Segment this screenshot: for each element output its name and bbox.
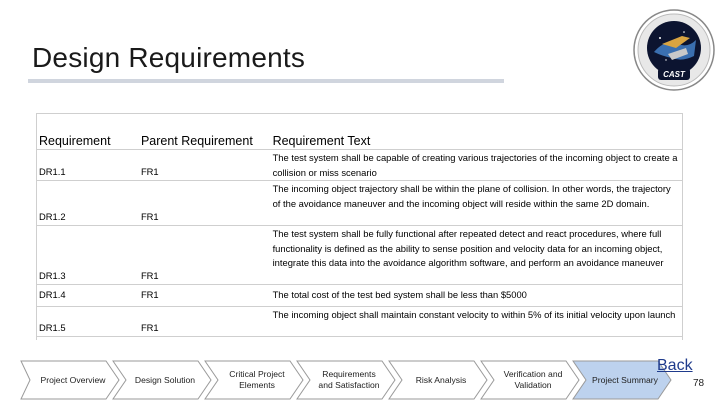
table-row — [36, 150, 682, 181]
nav-step-label: Requirements and Satisfaction — [318, 369, 380, 390]
row-text: The total cost of the test bed system shall be less than $5000 — [270, 285, 682, 307]
nav-step-label: Project Summary — [592, 374, 658, 385]
table-header-row — [36, 113, 682, 150]
nav-step-label: Critical Project Elements — [229, 369, 285, 390]
nav-step-label: Verification and Validation — [503, 369, 563, 390]
header-parent-requirement: Parent Requirement — [138, 113, 270, 150]
row-parent: FR1 — [138, 181, 270, 226]
table-frame-right — [682, 113, 683, 340]
requirements-table — [36, 113, 682, 337]
back-link[interactable]: Back — [657, 357, 693, 374]
nav-step-label: Project Overview — [40, 374, 106, 385]
table-row — [36, 285, 682, 307]
cast-logo — [632, 8, 716, 92]
row-text: The incoming object trajectory shall be within the plane of collision. In other words, the trajectory of the avoidance maneuver and the incoming object will reside within the same 2D domain. — [270, 181, 682, 226]
row-id: DR1.2 — [36, 181, 138, 226]
row-id: DR1.3 — [36, 226, 138, 285]
page-title: Design Requirements — [32, 42, 306, 73]
page-number: 78 — [693, 378, 705, 389]
row-parent: FR1 — [138, 226, 270, 285]
header-requirement-text: Requirement Text — [270, 113, 682, 150]
title-underline — [28, 79, 504, 83]
nav-step-label: Design Solution — [134, 374, 196, 385]
table-row — [36, 307, 682, 337]
row-text: The test system shall be fully functional after repeated detect and react procedures, where full functionality is defined as the ability to sense position and velocity data for an incoming object, integrate this data into the avoidance algorithm software, and perform an avoidance maneuver — [270, 226, 682, 285]
section-navigation — [20, 360, 660, 402]
row-id: DR1.1 — [36, 150, 138, 181]
nav-step-requirements-satisfaction[interactable] — [296, 360, 396, 400]
row-text: The test system shall be capable of creating various trajectories of the incoming object to create a collision or miss scenario — [270, 150, 682, 181]
nav-step-risk-analysis[interactable] — [388, 360, 488, 400]
nav-step-label: Risk Analysis — [415, 374, 467, 385]
nav-step-verification-validation[interactable] — [480, 360, 580, 400]
row-parent: FR1 — [138, 285, 270, 307]
nav-step-design-solution[interactable] — [112, 360, 212, 400]
row-id: DR1.4 — [36, 285, 138, 307]
row-parent: FR1 — [138, 307, 270, 337]
header-requirement: Requirement — [36, 113, 138, 150]
table-row — [36, 226, 682, 285]
table-row — [36, 181, 682, 226]
row-text: The incoming object shall maintain constant velocity to within 5% of its initial velocity upon launch — [270, 307, 682, 337]
row-id: DR1.5 — [36, 307, 138, 337]
svg-text:CAST: CAST — [663, 70, 685, 79]
nav-step-project-overview[interactable] — [20, 360, 120, 400]
row-parent: FR1 — [138, 150, 270, 181]
nav-step-critical-project-elements[interactable] — [204, 360, 304, 400]
